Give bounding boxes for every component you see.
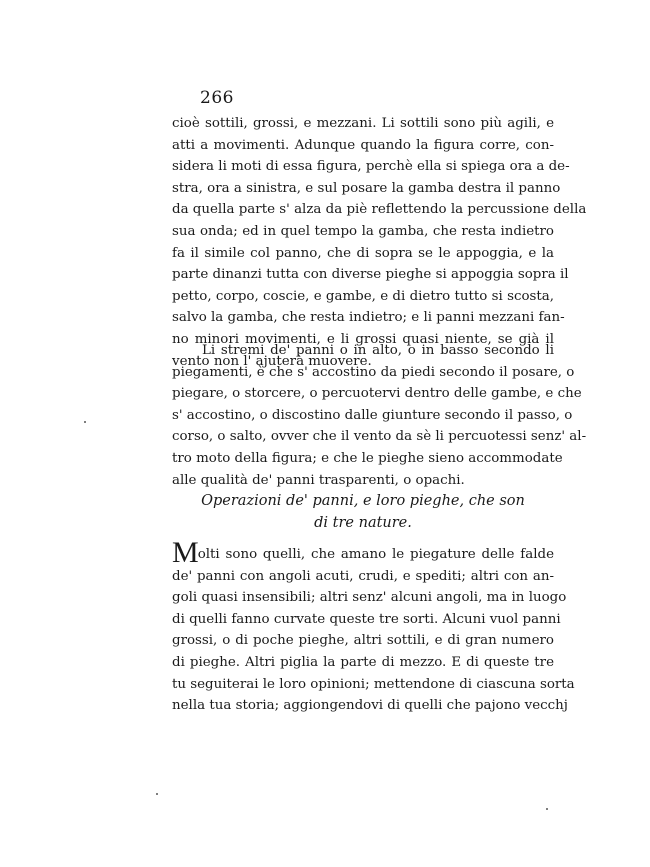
text-line: nella tua storia; aggiongendovi di quelli che pajono vecchj — [172, 698, 568, 714]
text-line: corso, o salto, ovver che il vento da sè li percuotessi senz' al- — [172, 429, 587, 445]
text-line: petto, corpo, coscie, e gambe, e di dietro tutto si scosta, — [172, 288, 554, 304]
text-line: piegamenti, è che s' accostino da piedi secondo il posare, o — [172, 364, 575, 380]
section-heading — [172, 490, 554, 534]
text-line: atti a movimenti. Adunque quando la figura corre, con- — [172, 137, 554, 153]
text-line: salvo la gamba, che resta indietro; e li panni mezzani fan- — [172, 310, 565, 326]
text-fragment: olti sono quelli, che amano le piegature delle falde — [197, 547, 554, 562]
paper-speck — [546, 808, 548, 810]
text-line: di quelli fanno curvate queste tre sorti. Alcuni vuol panni — [172, 611, 561, 627]
text-line: Li stremi de' panni o in alto, o in basso secondo li — [202, 343, 554, 358]
text-line: no minori movimenti, e li grossi quasi niente, se già il — [172, 331, 554, 347]
text-line: grossi, o di poche pieghe, altri sottili, e di gran numero — [172, 633, 554, 649]
paper-speck — [156, 793, 158, 795]
text-line: tu seguiterai le loro opinioni; mettendone di ciascuna sorta — [172, 676, 575, 692]
text-line: goli quasi insensibili; altri senz' alcuni angoli, ma in luogo — [172, 590, 567, 606]
paragraph-3 — [172, 536, 575, 717]
text-line: sidera li moti di essa figura, perchè ella si spiega ora a de- — [172, 159, 570, 175]
text-line: de' panni con angoli acuti, crudi, e spediti; altri con an- — [172, 568, 554, 584]
text-line: s' accostino, o discostino dalle giunture secondo il passo, o — [172, 407, 573, 423]
text-line: stra, ora a sinistra, e sul posare la gamba destra il panno — [172, 180, 561, 196]
heading-line: di tre nature. — [314, 515, 412, 531]
text-line: vento non l' ajuterà muovere. — [172, 353, 372, 369]
text-line: tro moto della figura; e che le pieghe sieno accommodate — [172, 450, 563, 466]
text-line: da quella parte s' alza da piè reflettendo la percussione della — [172, 202, 587, 218]
text-line — [172, 536, 554, 569]
text-line: parte dinanzi tutta con diverse pieghe si appoggia sopra il — [172, 267, 569, 283]
text-line: di pieghe. Altri piglia la parte di mezzo. E di queste tre — [172, 654, 554, 670]
text-line: alle qualità de' panni trasparenti, o opachi. — [172, 472, 465, 488]
text-line: sua onda; ed in quel tempo la gamba, che resta indietro — [172, 223, 554, 239]
text-line: cioè sottili, grossi, e mezzani. Li sottili sono più agili, e — [172, 116, 554, 131]
drop-cap: M — [172, 536, 198, 569]
text-line: piegare, o storcere, o percuotervi dentro delle gambe, e che — [172, 386, 582, 402]
heading-line: Operazioni de' panni, e loro pieghe, che son — [201, 493, 525, 509]
page-number: 266 — [200, 88, 234, 108]
paper-speck — [84, 421, 86, 423]
text-line: fa il simile col panno, che di sopra se le appoggia, e la — [172, 245, 554, 261]
paragraph-2 — [172, 340, 587, 491]
